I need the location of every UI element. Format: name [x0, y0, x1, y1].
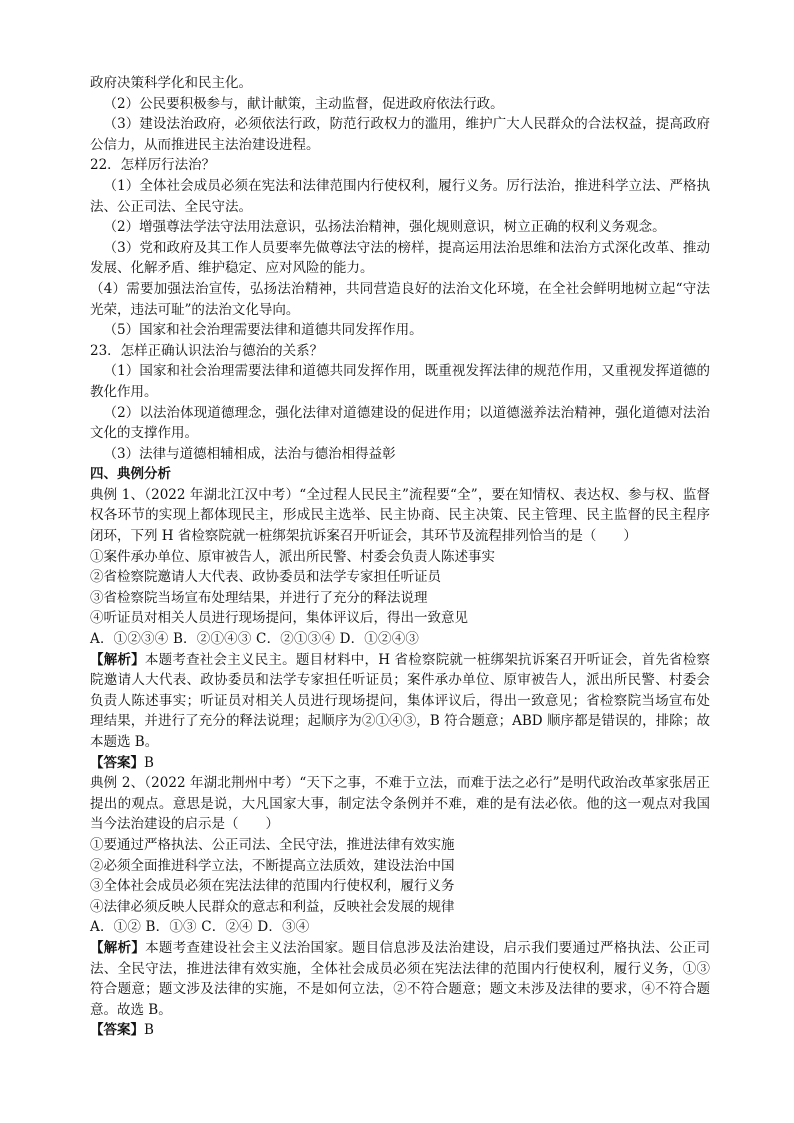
example-2-item-4: ④法律必须反映人民群众的意志和利益，反映社会发展的规律 [90, 898, 455, 915]
example-2-stem: 典例 2、（2022 年湖北荆州中考）“天下之事，不难于立法，而难于法之必行”是明代政治改革家张居正提出的观点。意思是说，大凡国家大事，制定法令条例并不难，难的是有法必依。他的这一观点对我国当今法治建设的启示是（ ） [90, 775, 710, 833]
example-1-options: A．①②③④ B．②①④③ C．②①③④ D．①②④③ [90, 631, 420, 648]
answer-value: B [144, 1022, 154, 1039]
point-22-1: （1）全体社会成员必须在宪法和法律范围内行使权利，履行义务。厉行法治，推进科学立法、严格执法、公正司法、全民守法。 [90, 177, 710, 215]
point-22-5: （5）国家和社会治理需要法律和道德共同发挥作用。 [103, 322, 423, 339]
example-1-item-4: ④听证员对相关人员进行现场提问，集体评议后，得出一致意见 [90, 610, 468, 627]
example-2-answer [90, 1020, 710, 1041]
example-1-item-1: ①案件承办单位、原审被告人，派出所民警、村委会负责人陈述事实 [90, 548, 495, 565]
example-1-stem: 典例 1、（2022 年湖北江汉中考）“全过程人民民主”流程要“全”，要在知情权、表达权、参与权、监督权各环节的实现上都体现民主，形成民主选举、民主协商、民主决策、民主管理、民主监督的民主程序闭环，下列 H 省检察院就一桩绑架抗诉案召开听证会，其环节及流程排列恰当的是（ ） [90, 486, 710, 545]
example-2-options: A．①② B．①③ C．②④ D．③④ [90, 919, 310, 936]
example-1-item-2: ②省检察院邀请人大代表、政协委员和法学专家担任听证员 [90, 569, 441, 586]
example-2-item-1: ①要通过严格执法、公正司法、全民守法，推进法律有效实施 [90, 836, 455, 853]
answer-value: B [144, 754, 154, 771]
example-2-item-2: ②必须全面推进科学立法，不断提高立法质效，建设法治中国 [90, 857, 455, 874]
example-1-item-3: ③省检察院当场宣布处理结果，并进行了充分的释法说理 [90, 589, 428, 606]
section-heading: 四、典例分析 [90, 466, 171, 483]
point-22-4: （4）需要加强法治宣传，弘扬法治精神，共同营造良好的法治文化环境，在全社会鲜明地树立起“守法光荣，违法可耻”的法治文化导向。 [90, 280, 710, 318]
analysis-text: 本题考查社会主义民主。题目材料中，H 省检察院就一桩绑架抗诉案召开听证会，首先省检察院邀请人大代表、政协委员和法学专家担任听证员；案件承办单位、原审被告人，派出所民警、村委会负责人陈述事实；听证员对相关人员进行现场提问，集体评议后，得出一致意见；省检察院当场宣布处理结果，并进行了充分的释法说理；起顺序为②①④③，B 符合题意；ABD 顺序都是错误的，排除；故本题选 B。 [90, 651, 710, 750]
point-23-3: （3）法律与道德相辅相成，法治与德治相得益彰 [103, 445, 396, 462]
point-22-3: （3）党和政府及其工作人员要率先做尊法守法的榜样，提高运用法治思维和法治方式深化改革、推动发展、化解矛盾、维护稳定、应对风险的能力。 [90, 239, 710, 277]
analysis-label: 【解析】 [90, 939, 146, 956]
question-23: 23．怎样正确认识法治与德治的关系？ [90, 342, 324, 359]
point-23-2: （2）以法治体现道德理念，强化法律对道德建设的促进作用；以道德滋养法治精神，强化道德对法治文化的支撑作用。 [90, 404, 710, 442]
point-23-1: （1）国家和社会治理需要法律和道德共同发挥作用，既重视发挥法律的规范作用，又重视发挥道德的教化作用。 [90, 363, 710, 400]
answer-label: 【答案】 [90, 754, 144, 771]
example-1-analysis [90, 650, 710, 753]
point-21-3: （3）建设法治政府，必须依法行政，防范行政权力的滥用，维护广大人民群众的合法权益，提高政府公信力，从而推进民主法治建设进程。 [90, 116, 710, 153]
continued-paragraph: 政府决策科学化和民主化。 [90, 75, 252, 91]
analysis-text: 本题考查建设社会主义法治国家。题目信息涉及法治建设，启示我们要通过严格执法、公正司法、全民守法，推进法律有效实施，全体社会成员必须在宪法法律的范围内行使权利，履行义务，①③符合题意；题文涉及法律的实施，不是如何立法，②不符合题意；题文未涉及法律的要求，④不符合题意。故选 B。 [90, 939, 711, 1018]
example-2-analysis [90, 938, 710, 1020]
answer-label: 【答案】 [90, 1022, 144, 1039]
document-page [90, 73, 710, 1041]
point-22-2: （2）增强尊法学法守法用法意识，弘扬法治精神，强化规则意识，树立正确的权利义务观念。 [103, 219, 666, 236]
example-1-answer [90, 753, 710, 774]
analysis-label: 【解析】 [90, 651, 145, 668]
example-2-item-3: ③全体社会成员必须在宪法法律的范围内行使权利，履行义务 [90, 878, 455, 895]
point-21-2: （2）公民要积极参与，献计献策，主动监督，促进政府依法行政。 [103, 95, 504, 112]
question-22: 22．怎样厉行法治？ [90, 157, 216, 174]
